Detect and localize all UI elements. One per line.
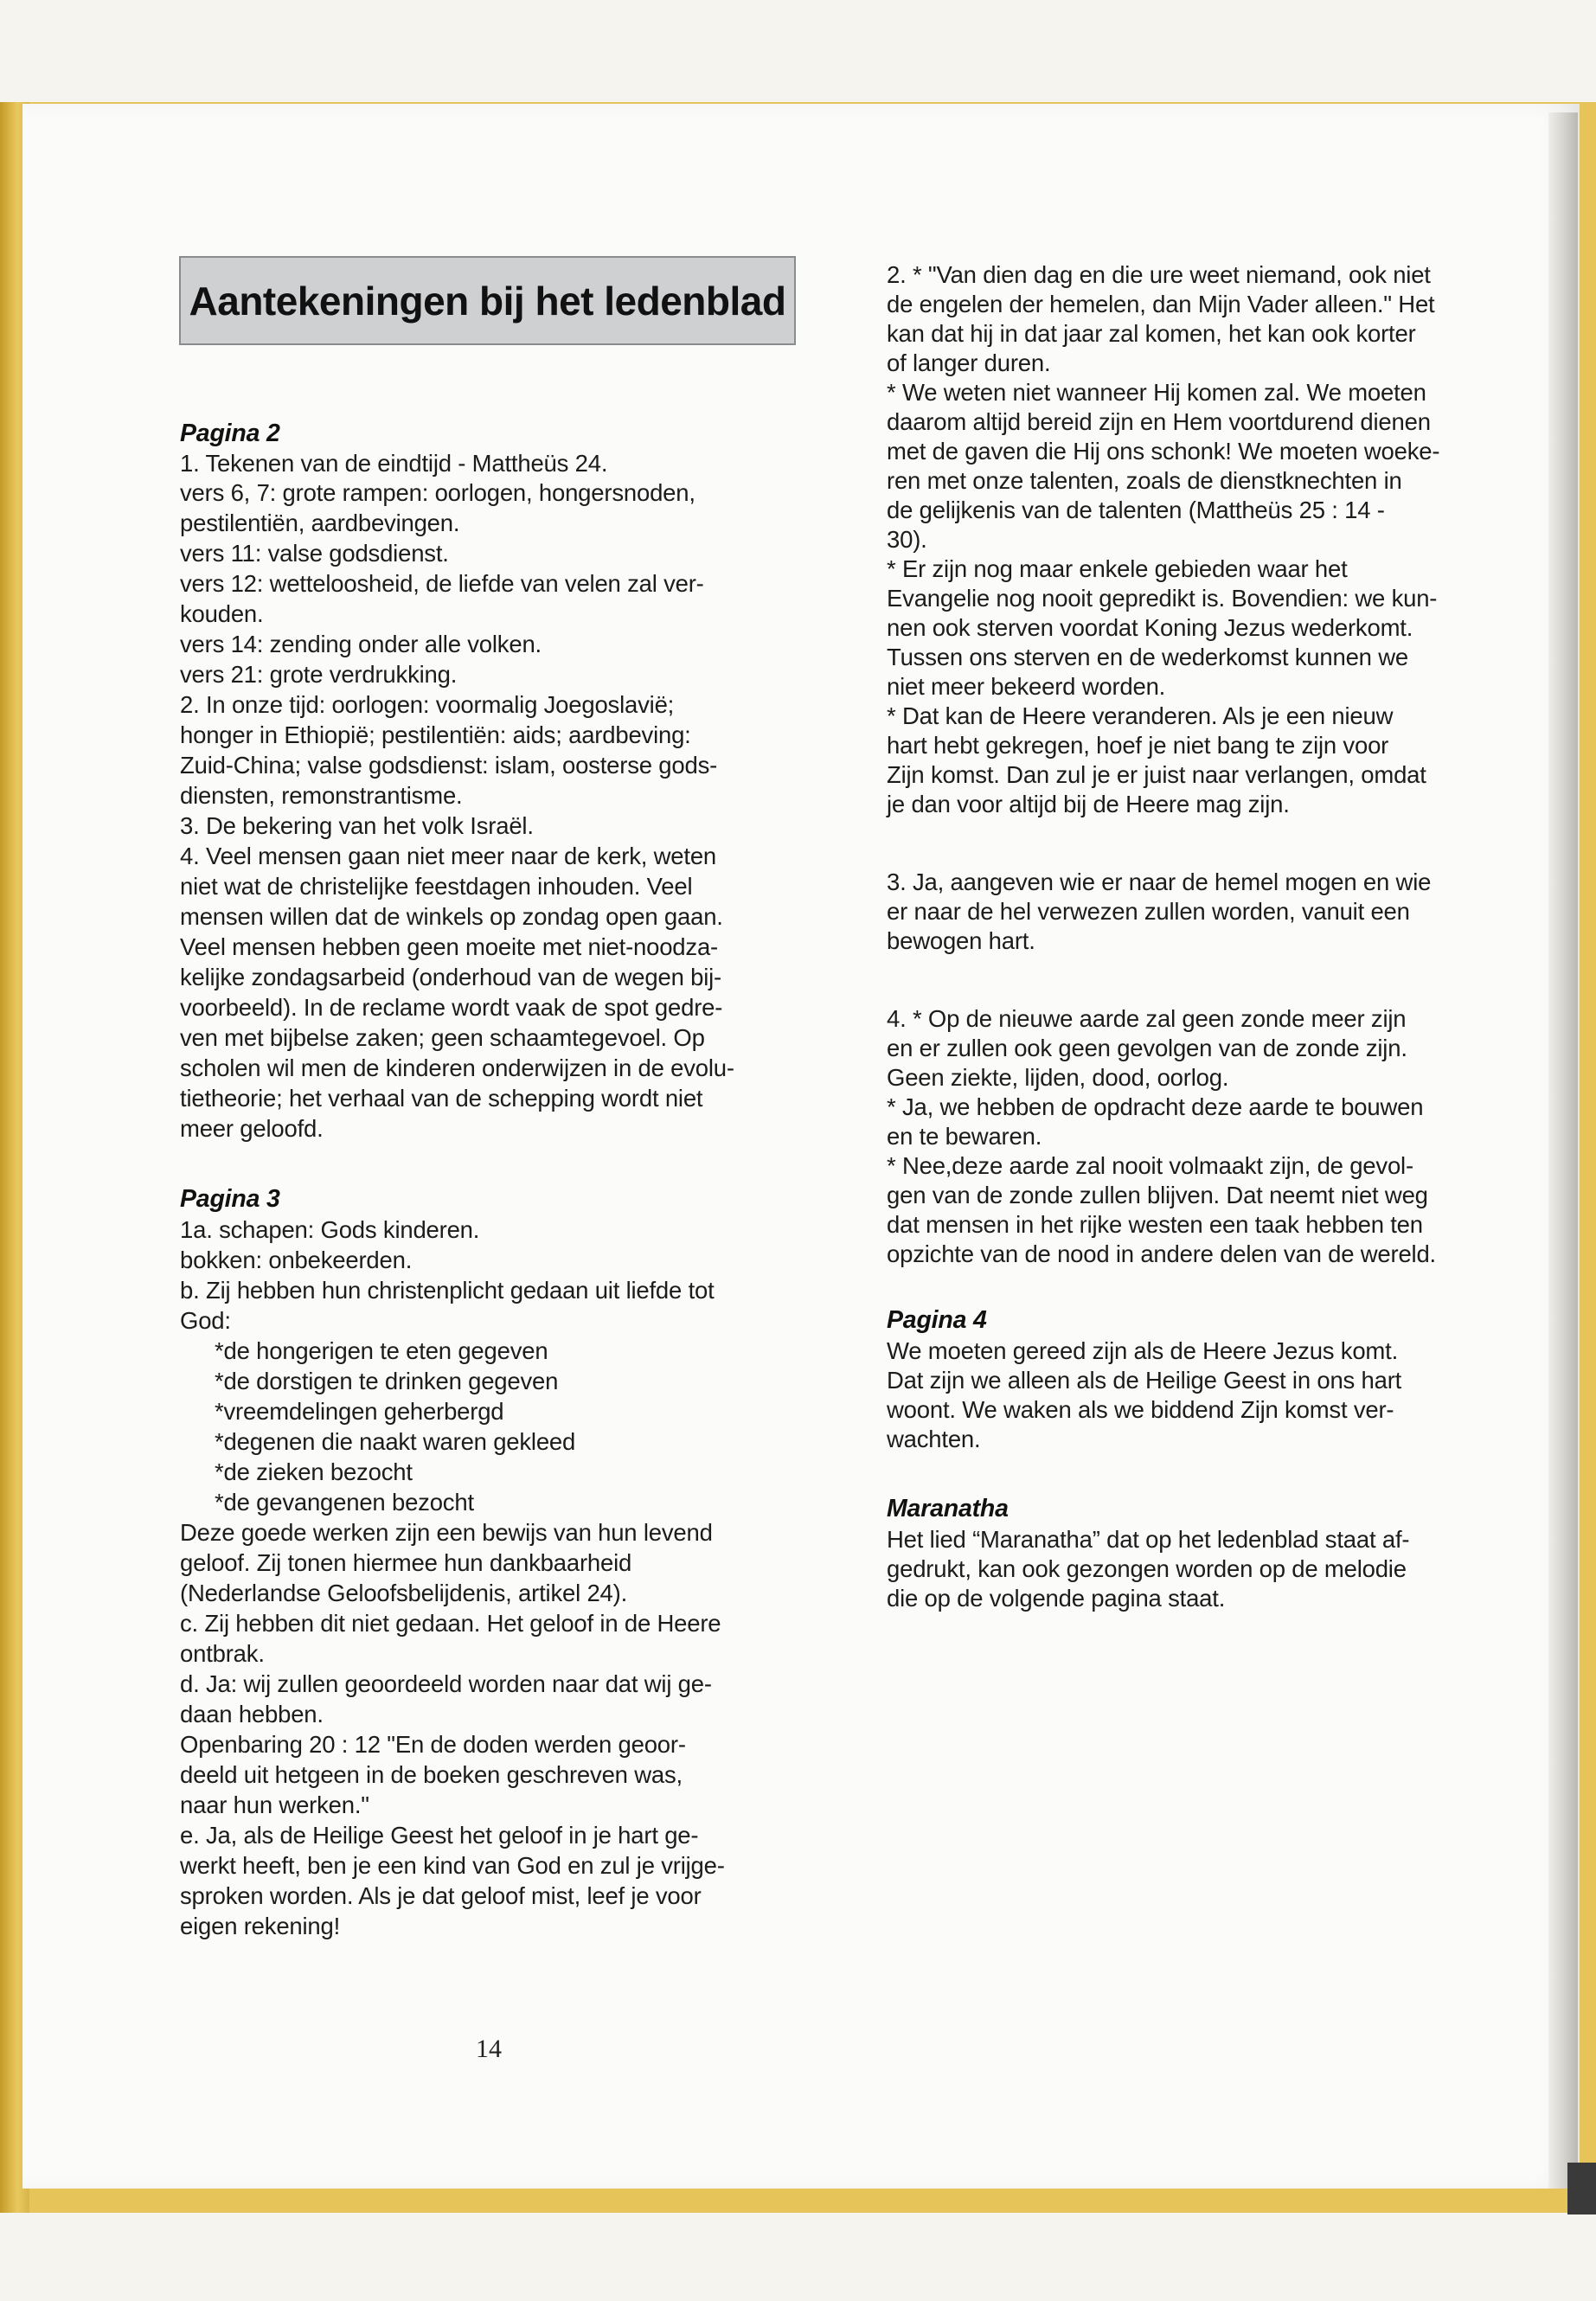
text-line: Openbaring 20 : 12 "En de doden werden geoor- xyxy=(180,1731,686,1758)
text-line: b. Zij hebben hun christenplicht gedaan uit liefde tot xyxy=(180,1277,715,1304)
text-line: diensten, remonstrantisme. xyxy=(180,782,463,809)
text-line: 1a. schapen: Gods kinderen. xyxy=(180,1216,480,1243)
text-line: 3. Ja, aangeven wie er naar de hemel mogen en wie xyxy=(887,868,1432,895)
text-line: 3. De bekering van het volk Israël. xyxy=(180,812,534,839)
text-line: eigen rekening! xyxy=(180,1913,341,1939)
text-line: gen van de zonde zullen blijven. Dat neemt niet weg xyxy=(887,1182,1428,1208)
text-line: werkt heeft, ben je een kind van God en zul je vrijge- xyxy=(180,1852,725,1879)
text-line: 30). xyxy=(887,526,927,553)
text-line: * Er zijn nog maar enkele gebieden waar het xyxy=(887,555,1348,582)
text-line: God: xyxy=(180,1307,231,1334)
text-line: Tussen ons sterven en de wederkomst kunnen we xyxy=(887,644,1408,670)
text-line: *de gevangenen bezocht xyxy=(215,1489,474,1516)
text-line: *de hongerigen te eten gegeven xyxy=(215,1337,548,1364)
text-line: *de zieken bezocht xyxy=(215,1458,413,1485)
text-line: sproken worden. Als je dat geloof mist, leef je voor xyxy=(180,1882,702,1909)
text-line: of langer duren. xyxy=(887,349,1051,376)
scan-corner xyxy=(1567,2163,1596,2214)
section-heading: Maranatha xyxy=(887,1495,1009,1522)
text-line: met de gaven die Hij ons schonk! We moeten woeke- xyxy=(887,438,1440,465)
text-line: d. Ja: wij zullen geoordeeld worden naar dat wij ge- xyxy=(180,1670,712,1697)
text-line: 1. Tekenen van de eindtijd - Mattheüs 24. xyxy=(180,450,608,477)
text-line: vers 21: grote verdrukking. xyxy=(180,661,458,688)
page-title: Aantekeningen bij het ledenblad xyxy=(189,278,786,324)
text-line: 4. * Op de nieuwe aarde zal geen zonde meer zijn xyxy=(887,1005,1407,1032)
text-line: die op de volgende pagina staat. xyxy=(887,1585,1226,1612)
text-line: *degenen die naakt waren gekleed xyxy=(215,1428,576,1455)
text-line: Dat zijn we alleen als de Heilige Geest in ons hart xyxy=(887,1367,1402,1394)
text-line: Het lied “Maranatha” dat op het ledenblad staat af- xyxy=(887,1526,1410,1553)
text-line: * Nee,deze aarde zal nooit volmaakt zijn, de gevol- xyxy=(887,1152,1413,1179)
text-line: ontbrak. xyxy=(180,1640,265,1667)
text-line: * Dat kan de Heere veranderen. Als je een nieuw xyxy=(887,702,1394,729)
text-line: Zuid-China; valse godsdienst: islam, oosterse gods- xyxy=(180,752,718,779)
text-line: bewogen hart. xyxy=(887,927,1035,954)
text-line: ven met bijbelse zaken; geen schaamtegevoel. Op xyxy=(180,1024,705,1051)
text-line: Evangelie nog nooit gepredikt is. Bovendien: we kun- xyxy=(887,585,1438,612)
text-line: 2. In onze tijd: oorlogen: voormalig Joegoslavië; xyxy=(180,691,675,718)
text-line: vers 11: valse godsdienst. xyxy=(180,540,449,567)
text-line: Veel mensen hebben geen moeite met niet-noodza- xyxy=(180,933,718,960)
text-line: hart hebt gekregen, hoef je niet bang te zijn voor xyxy=(887,732,1389,759)
text-line: en er zullen ook geen gevolgen van de zonde zijn. xyxy=(887,1035,1407,1061)
text-line: vers 6, 7: grote rampen: oorlogen, hongersnoden, xyxy=(180,479,695,506)
text-line: dat mensen in het rijke westen een taak hebben ten xyxy=(887,1211,1423,1238)
page-number: 14 xyxy=(476,2035,502,2063)
text-line: geloof. Zij tonen hiermee hun dankbaarheid xyxy=(180,1549,632,1576)
page-edge-shadow xyxy=(1548,112,1578,2189)
text-line: 4. Veel mensen gaan niet meer naar de kerk, weten xyxy=(180,843,717,869)
text-line: *de dorstigen te drinken gegeven xyxy=(215,1368,559,1394)
text-line: honger in Ethiopië; pestilentiën: aids; aardbeving: xyxy=(180,721,691,748)
text-line: (Nederlandse Geloofsbelijdenis, artikel 24). xyxy=(180,1580,628,1606)
text-line: wachten. xyxy=(887,1426,981,1452)
text-line: de gelijkenis van de talenten (Mattheüs 25 : 14 - xyxy=(887,497,1385,523)
text-line: bokken: onbekeerden. xyxy=(180,1247,413,1273)
text-line: meer geloofd. xyxy=(180,1115,324,1142)
text-line: gedrukt, kan ook gezongen worden op de melodie xyxy=(887,1555,1407,1582)
text-line: ren met onze talenten, zoals de dienstknechten in xyxy=(887,467,1402,494)
text-line: * Ja, we hebben de opdracht deze aarde te bouwen xyxy=(887,1093,1424,1120)
text-line: tietheorie; het verhaal van de schepping wordt niet xyxy=(180,1085,703,1112)
text-line: pestilentiën, aardbevingen. xyxy=(180,510,460,536)
text-line: er naar de hel verwezen zullen worden, vanuit een xyxy=(887,898,1410,925)
text-line: kelijke zondagsarbeid (onderhoud van de wegen bij- xyxy=(180,964,721,990)
text-line: 2. * "Van dien dag en die ure weet niemand, ook niet xyxy=(887,261,1431,288)
text-line: scholen wil men de kinderen onderwijzen in de evolu- xyxy=(180,1054,734,1081)
text-line: Zijn komst. Dan zul je er juist naar verlangen, omdat xyxy=(887,761,1426,788)
text-line: We moeten gereed zijn als de Heere Jezus komt. xyxy=(887,1337,1399,1364)
text-line: en te bewaren. xyxy=(887,1123,1042,1150)
text-line: vers 12: wetteloosheid, de liefde van velen zal ver- xyxy=(180,570,704,597)
text-line: nen ook sterven voordat Koning Jezus wederkomt. xyxy=(887,614,1413,641)
text-line: je dan voor altijd bij de Heere mag zijn. xyxy=(887,791,1290,817)
text-line: daarom altijd bereid zijn en Hem voortdurend dienen xyxy=(887,408,1431,435)
section-heading: Pagina 4 xyxy=(887,1306,987,1334)
text-line: deeld uit hetgeen in de boeken geschreven was, xyxy=(180,1761,683,1788)
text-line: woont. We waken als we biddend Zijn komst ver- xyxy=(887,1396,1394,1423)
text-line: *vreemdelingen geherbergd xyxy=(215,1398,504,1425)
text-line: niet wat de christelijke feestdagen inhouden. Veel xyxy=(180,873,693,900)
text-line: e. Ja, als de Heilige Geest het geloof in je hart ge- xyxy=(180,1822,699,1849)
text-line: naar hun werken." xyxy=(180,1791,369,1818)
text-line: * We weten niet wanneer Hij komen zal. We moeten xyxy=(887,379,1426,406)
text-line: niet meer bekeerd worden. xyxy=(887,673,1166,700)
text-line: kan dat hij in dat jaar zal komen, het kan ook korter xyxy=(887,320,1416,347)
text-line: c. Zij hebben dit niet gedaan. Het geloof in de Heere xyxy=(180,1610,721,1637)
text-line: voorbeeld). In de reclame wordt vaak de spot gedre- xyxy=(180,994,723,1021)
text-line: Deze goede werken zijn een bewijs van hun levend xyxy=(180,1519,713,1546)
text-line: daan hebben. xyxy=(180,1701,324,1727)
section-heading: Pagina 2 xyxy=(180,420,280,447)
text-line: kouden. xyxy=(180,600,264,627)
text-line: Geen ziekte, lijden, dood, oorlog. xyxy=(887,1064,1229,1091)
section-heading: Pagina 3 xyxy=(180,1185,280,1213)
text-line: de engelen der hemelen, dan Mijn Vader alleen." Het xyxy=(887,291,1435,317)
section-title-box xyxy=(179,256,796,345)
text-line: opzichte van de nood in andere delen van de wereld. xyxy=(887,1240,1436,1267)
text-line: vers 14: zending onder alle volken. xyxy=(180,631,542,657)
text-line: mensen willen dat de winkels op zondag open gaan. xyxy=(180,903,723,930)
